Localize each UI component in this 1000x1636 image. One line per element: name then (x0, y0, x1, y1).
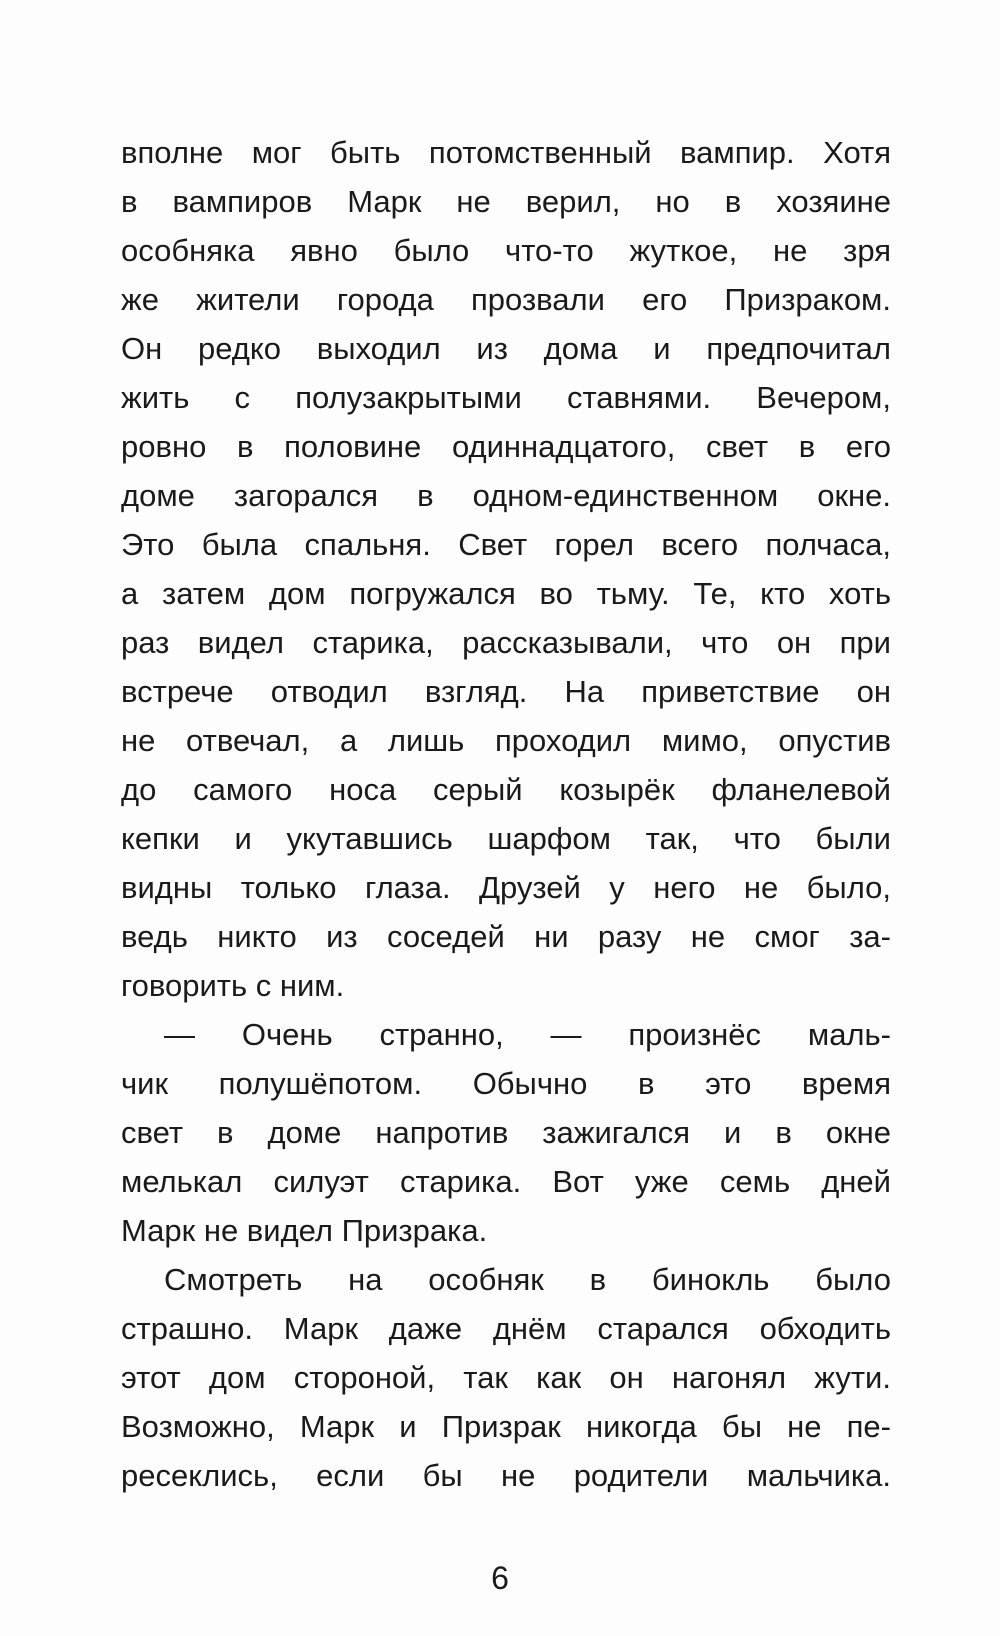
text-line: вполне мог быть потомственный вампир. Хотя (121, 135, 891, 170)
text-line: Это была спальня. Свет горел всего полчаса, (121, 527, 891, 562)
text-line: страшно. Марк даже днём старался обходить (121, 1311, 891, 1346)
text-line: свет в доме напротив зажигался и в окне (121, 1115, 891, 1150)
text-line: чик полушёпотом. Обычно в это время (121, 1066, 891, 1101)
text-line: кепки и укутавшись шарфом так, что были (121, 821, 891, 856)
text-line: ресеклись, если бы не родители мальчика. (121, 1458, 891, 1493)
text-line: раз видел старика, рассказывали, что он при (121, 625, 891, 660)
text-line: же жители города прозвали его Призраком. (121, 282, 891, 317)
text-line: мелькал силуэт старика. Вот уже семь дней (121, 1164, 891, 1199)
text-line: доме загорался в одном-единственном окне. (121, 478, 891, 513)
text-line: видны только глаза. Друзей у него не было, (121, 870, 891, 905)
text-line: в вампиров Марк не верил, но в хозяине (121, 184, 891, 219)
text-line: говорить с ним. (121, 968, 345, 1003)
body-text (121, 128, 891, 1500)
text-line: — Очень странно, — произнёс маль- (164, 1017, 891, 1052)
text-line: Он редко выходил из дома и предпочитал (121, 331, 891, 366)
text-line: встрече отводил взгляд. На приветствие он (121, 674, 891, 709)
text-line: особняка явно было что-то жуткое, не зря (121, 233, 891, 268)
text-line: не отвечал, а лишь проходил мимо, опустив (121, 723, 891, 758)
text-line: жить с полузакрытыми ставнями. Вечером, (121, 380, 891, 415)
text-line: этот дом стороной, так как он нагонял жути. (121, 1360, 891, 1395)
text-line: ровно в половине одиннадцатого, свет в его (121, 429, 891, 464)
text-line: а затем дом погружался во тьму. Те, кто хоть (121, 576, 891, 611)
text-line: Марк не видел Призрака. (121, 1213, 488, 1248)
text-line: Смотреть на особняк в бинокль было (164, 1262, 891, 1297)
text-line: ведь никто из соседей ни разу не смог за- (121, 919, 891, 954)
page-number: 6 (491, 1560, 509, 1596)
text-line: Возможно, Марк и Призрак никогда бы не пе- (121, 1409, 891, 1444)
text-line: до самого носа серый козырёк фланелевой (121, 772, 891, 807)
